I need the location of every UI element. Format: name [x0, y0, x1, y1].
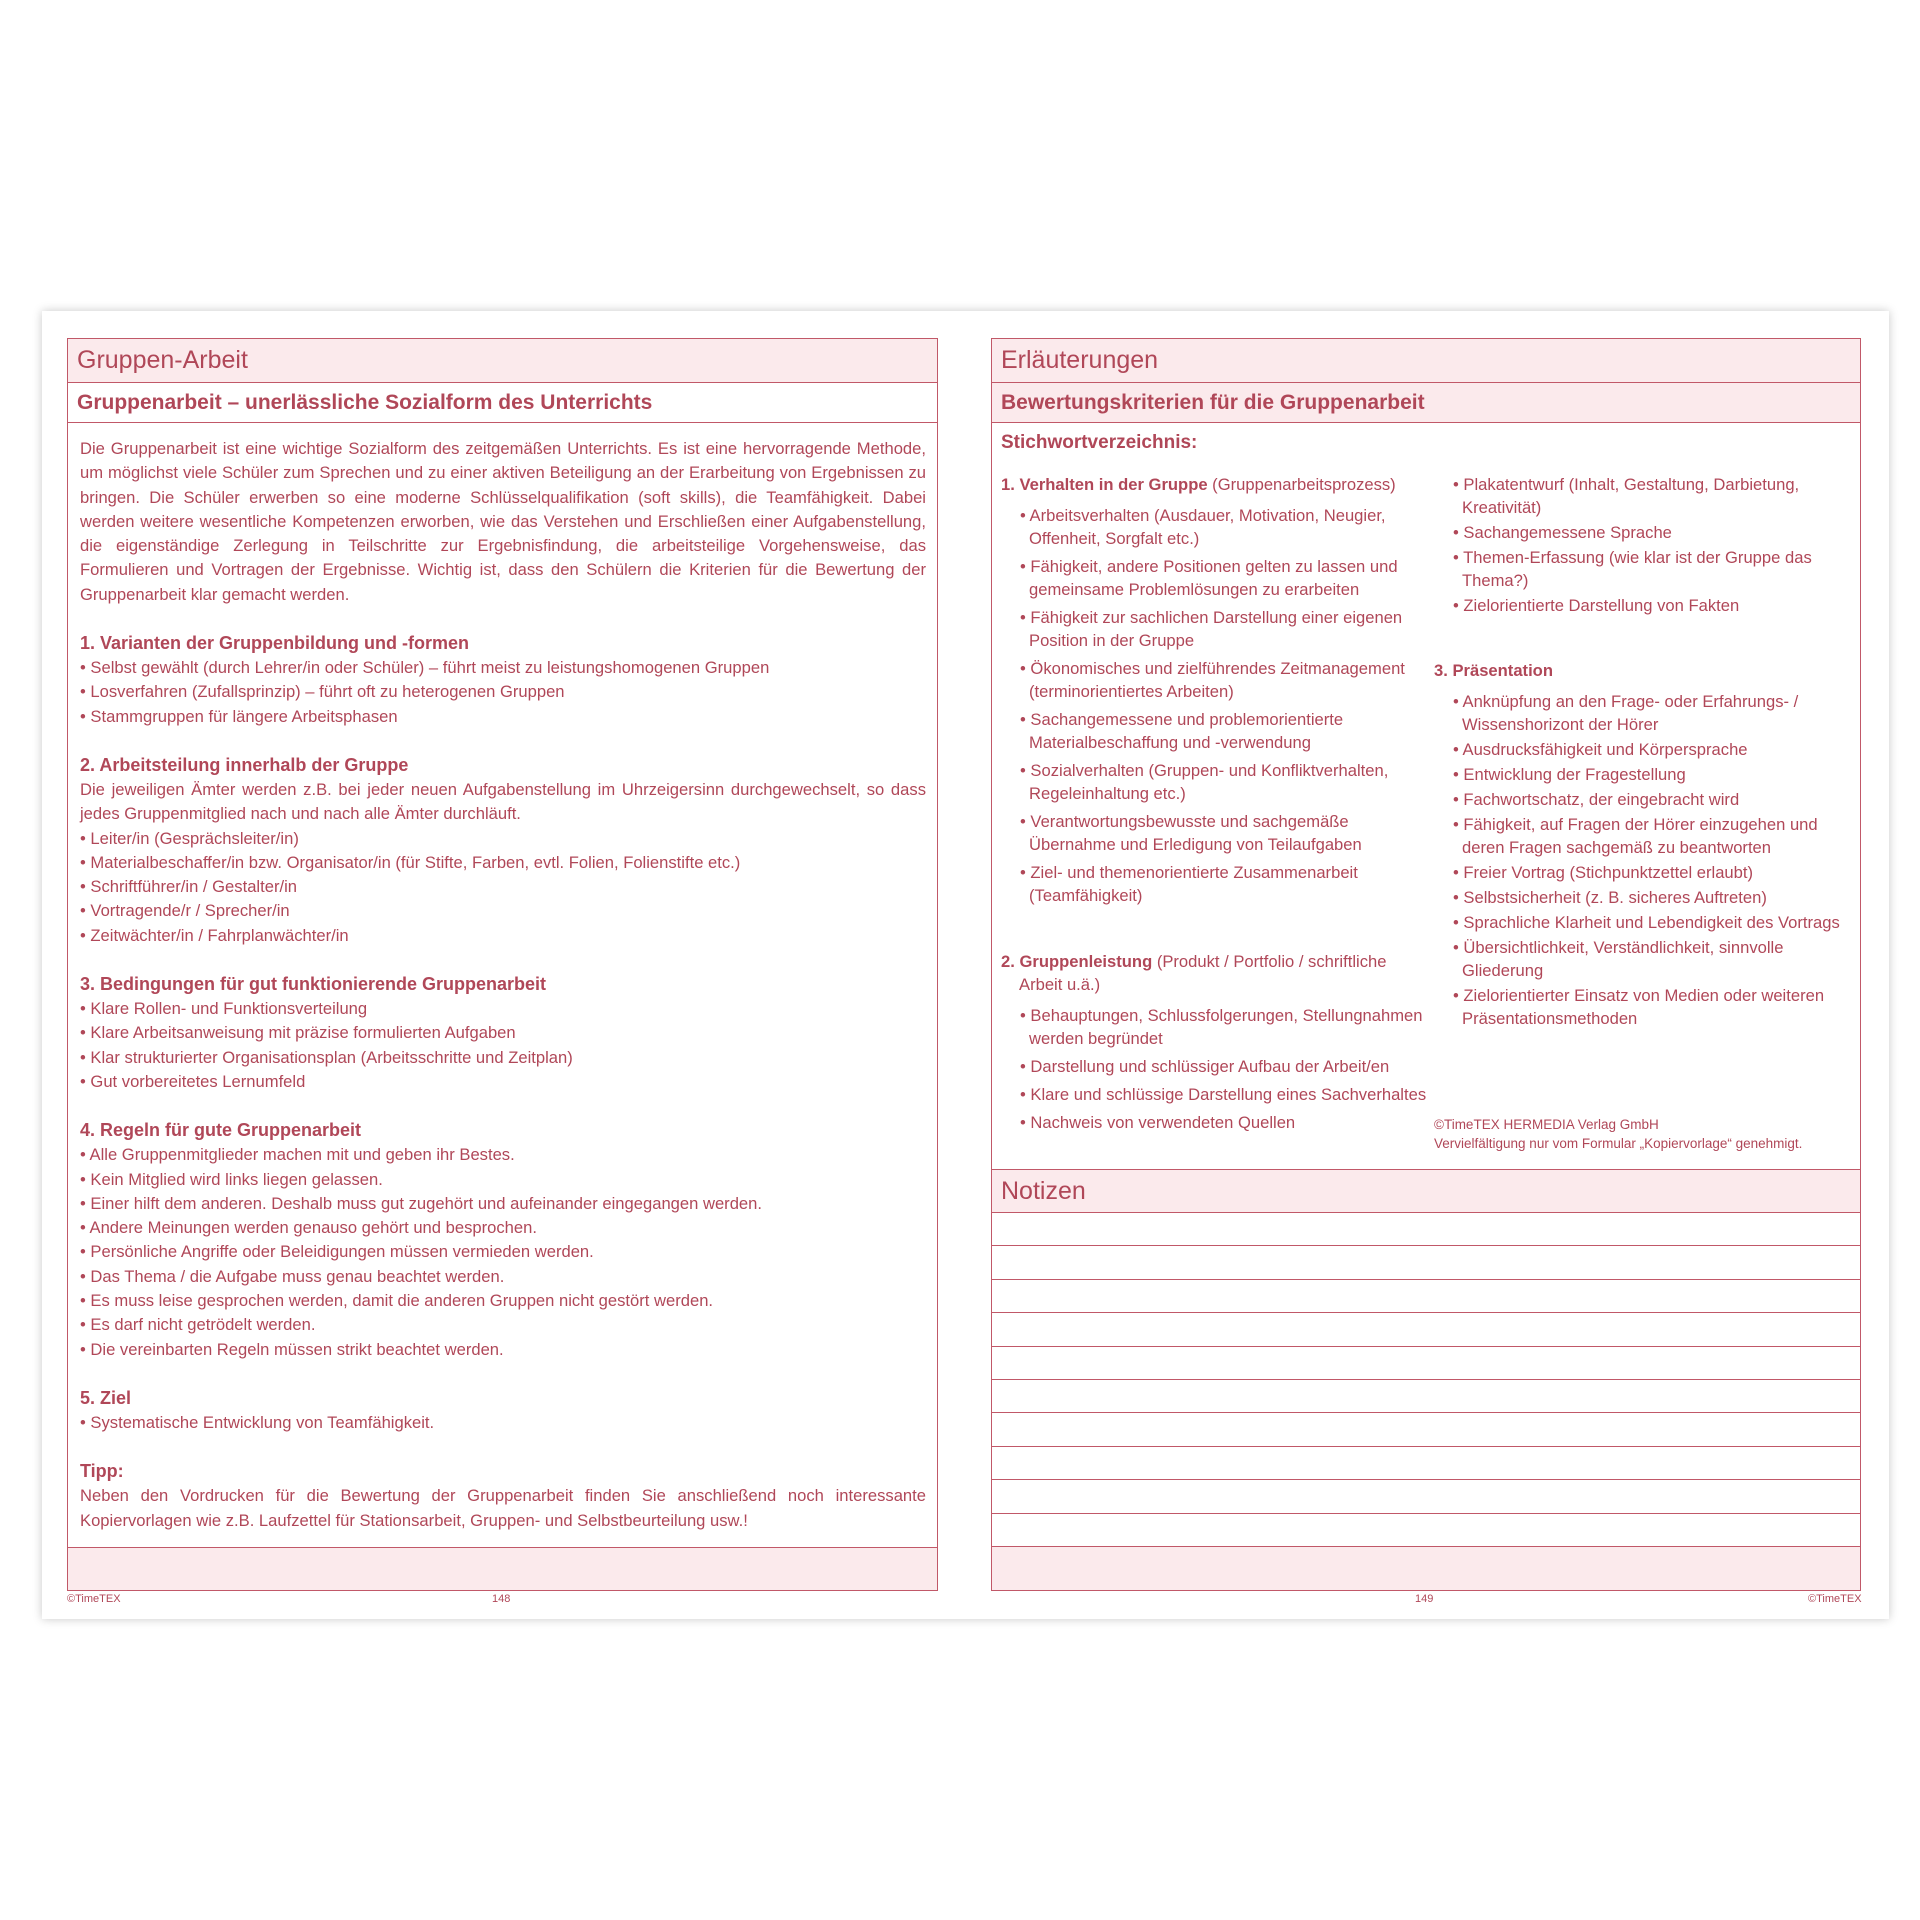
section-text: Die jeweiligen Ämter werden z.B. bei jeder neuen Aufgabenstellung im Uhrzeigersinn durchgewechselt, so dass jedes Gruppenmitglied nach und nach alle Ämter durchläuft.: [80, 779, 926, 824]
section-heading: 3. Bedingungen für gut funktionierende Gruppenarbeit: [80, 974, 547, 995]
list-item: • Anknüpfung an den Frage- oder Erfahrungs- / Wissenshorizont der Hörer: [1453, 692, 1799, 734]
right-footer-bar: [992, 1547, 1860, 1590]
right-page-title: Erläuterungen: [992, 339, 1860, 383]
book-spread: [42, 311, 1889, 1619]
tip-box: [80, 1459, 926, 1533]
section-heading: 4. Regeln für gute Gruppenarbeit: [80, 1120, 362, 1141]
list-item: • Übersichtlichkeit, Verständlichkeit, sinnvolle Gliederung: [1453, 938, 1784, 980]
left-footer-bar: [68, 1547, 937, 1590]
note-line: [992, 1514, 1860, 1547]
list-item: • Fachwortschatz, der eingebracht wird: [1453, 790, 1740, 809]
note-line: [992, 1413, 1860, 1446]
criteria-list-2: [1001, 1004, 1431, 1134]
list-item: • Sprachliche Klarheit und Lebendigkeit des Vortrags: [1453, 913, 1840, 932]
note-line: [992, 1347, 1860, 1380]
left-page-subtitle: Gruppenarbeit – unerlässliche Sozialform des Unterrichts: [68, 383, 937, 423]
list-item: • Einer hilft dem anderen. Deshalb muss gut zugehört und aufeinander eingegangen werden.: [80, 1193, 762, 1213]
footer-left-brand: ©TimeTEX: [67, 1593, 121, 1605]
note-line: [992, 1246, 1860, 1279]
list-item: • Es darf nicht getrödelt werden.: [80, 1315, 316, 1335]
page-number-left: 148: [492, 1593, 511, 1605]
criteria-heading-rest: (Gruppenarbeitsprozess): [1207, 475, 1396, 494]
left-page-title: Gruppen-Arbeit: [68, 339, 937, 383]
list-item: • Verantwortungsbewusste und sachgemäße Übernahme und Erledigung von Teilaufgaben: [1020, 812, 1362, 854]
note-line: [992, 1480, 1860, 1513]
list-item: • Selbstsicherheit (z. B. sicheres Auftreten): [1453, 888, 1767, 907]
list-item: • Ziel- und themenorientierte Zusammenarbeit (Teamfähigkeit): [1020, 863, 1358, 905]
criteria-heading-bold: 1. Verhalten in der Gruppe: [1001, 475, 1208, 494]
criteria-heading-3: [1434, 659, 1854, 682]
list-item: • Das Thema / die Aufgabe muss genau beachtet werden.: [80, 1266, 505, 1286]
notes-title: Notizen: [992, 1169, 1860, 1213]
list-item: • Zeitwächter/in / Fahrplanwächter/in: [80, 925, 349, 945]
page-number-right: 149: [1415, 1593, 1434, 1605]
list-item: • Arbeitsverhalten (Ausdauer, Motivation, Neugier, Offenheit, Sorgfalt etc.): [1020, 506, 1386, 548]
list-item: • Andere Meinungen werden genauso gehört und besprochen.: [80, 1218, 537, 1238]
intro-paragraph: Die Gruppenarbeit ist eine wichtige Sozialform des zeitgemäßen Unterrichts. Es ist eine hervorragende Methode, um möglichst viele Schüler zum Sprechen und zu einer aktiven Beteiligung an der Erarbeitung von Ergebnissen zu bringen. Die Schüler erwerben so eine moderne Schlüsselqualifikation (soft skills), die Teamfähigkeit. Dabei werden weitere wesentliche Kompetenzen erworben, wie das Verstehen und Erschließen einer Aufgabenstellung, die eigenständige Zerlegung in Teilschritte zur Ergebnisfindung, die arbeitsteilige Vorgehensweise, das Formulieren und Vortragen der Ergebnisse. Wichtig ist, dass den Schülern die Kriterien für die Bewertung der Gruppenarbeit klar gemacht werden.: [80, 439, 926, 604]
criteria-heading-2: [1001, 950, 1431, 996]
copyright-line: ©TimeTEX HERMEDIA Verlag GmbH: [1434, 1117, 1659, 1132]
tip-text: Neben den Vordrucken für die Bewertung der Gruppenarbeit finden Sie anschließend noch interessante Kopiervorlagen wie z.B. Laufzettel für Stationsarbeit, Gruppen- und Selbstbeurteilung usw.!: [80, 1486, 926, 1530]
list-item: • Es muss leise gesprochen werden, damit die anderen Gruppen nicht gestört werden.: [80, 1291, 714, 1311]
note-line: [992, 1313, 1860, 1346]
copyright-line: Vervielfältigung nur vom Formular „Kopiervorlage“ genehmigt.: [1434, 1136, 1803, 1151]
note-line: [992, 1280, 1860, 1313]
list-item: • Ökonomisches und zielführendes Zeitmanagement (terminorientiertes Arbeiten): [1020, 659, 1405, 701]
right-page: [991, 338, 1861, 1591]
list-item: • Sozialverhalten (Gruppen- und Konfliktverhalten, Regeleinhaltung etc.): [1020, 761, 1389, 803]
note-line: [992, 1447, 1860, 1480]
criteria-column-2: [1434, 473, 1854, 1032]
list-item: • Persönliche Angriffe oder Beleidigungen müssen vermieden werden.: [80, 1242, 594, 1262]
list-item: • Plakatentwurf (Inhalt, Gestaltung, Darbietung, Kreativität): [1453, 475, 1800, 517]
criteria-column-1: [1001, 473, 1431, 1139]
section-heading: 2. Arbeitsteilung innerhalb der Gruppe: [80, 754, 409, 775]
notes-lines: [992, 1213, 1860, 1590]
list-item: • Behauptungen, Schlussfolgerungen, Stellungnahmen werden begründet: [1020, 1006, 1423, 1048]
list-item: • Selbst gewählt (durch Lehrer/in oder Schüler) – führt meist zu leistungshomogenen Gruppen: [80, 658, 770, 678]
section-heading: 1. Varianten der Gruppenbildung und -formen: [80, 633, 470, 654]
section-heading: 5. Ziel: [80, 1387, 132, 1408]
criteria-list-2-cont: [1434, 473, 1854, 617]
list-item: • Kein Mitglied wird links liegen gelassen.: [80, 1169, 383, 1189]
list-item: • Leiter/in (Gesprächsleiter/in): [80, 828, 299, 848]
list-item: • Systematische Entwicklung von Teamfähigkeit.: [80, 1412, 435, 1432]
left-page: [67, 338, 938, 1591]
section-1: [80, 631, 926, 729]
list-item: • Sachangemessene und problemorientierte Materialbeschaffung und -verwendung: [1020, 710, 1344, 752]
list-item: • Nachweis von verwendeten Quellen: [1020, 1113, 1296, 1132]
list-item: • Gut vorbereitetes Lernumfeld: [80, 1071, 306, 1091]
list-item: • Materialbeschaffer/in bzw. Organisator/in (für Stifte, Farben, evtl. Folien, Folienstifte etc.): [80, 852, 741, 872]
list-item: • Schriftführer/in / Gestalter/in: [80, 877, 297, 897]
list-item: • Sachangemessene Sprache: [1453, 523, 1672, 542]
tip-heading: Tipp:: [80, 1461, 124, 1482]
right-page-subtitle: Bewertungskriterien für die Gruppenarbeit: [992, 383, 1860, 423]
section-2: [80, 753, 926, 948]
list-item: • Die vereinbarten Regeln müssen strikt beachtet werden.: [80, 1339, 504, 1359]
list-item: • Stammgruppen für längere Arbeitsphasen: [80, 706, 398, 726]
footer-right-brand: ©TimeTEX: [1808, 1593, 1862, 1605]
index-heading: Stichwortverzeichnis:: [1001, 432, 1198, 453]
note-line: [992, 1213, 1860, 1246]
left-page-body: [68, 423, 937, 1547]
list-item: • Entwicklung der Fragestellung: [1453, 765, 1686, 784]
list-item: • Vortragende/r / Sprecher/in: [80, 901, 290, 921]
list-item: • Zielorientierter Einsatz von Medien oder weiteren Präsentationsmethoden: [1453, 986, 1825, 1028]
criteria-heading-bold: 3. Präsentation: [1434, 661, 1553, 680]
section-4: [80, 1118, 926, 1362]
list-item: • Zielorientierte Darstellung von Fakten: [1453, 596, 1740, 615]
criteria-heading-rest: (Produkt / Portfolio / schriftliche Arbeit u.ä.): [1019, 952, 1387, 994]
list-item: • Darstellung und schlüssiger Aufbau der Arbeit/en: [1020, 1057, 1390, 1076]
list-item: • Ausdrucksfähigkeit und Körpersprache: [1453, 740, 1748, 759]
criteria-list-3: [1434, 690, 1854, 1030]
note-line: [992, 1380, 1860, 1413]
section-5: [80, 1386, 926, 1435]
list-item: • Klare und schlüssige Darstellung eines Sachverhaltes: [1020, 1085, 1427, 1104]
list-item: • Klare Arbeitsanweisung mit präzise formulierten Aufgaben: [80, 1023, 516, 1043]
list-item: • Klare Rollen- und Funktionsverteilung: [80, 999, 368, 1019]
list-item: • Fähigkeit, andere Positionen gelten zu lassen und gemeinsame Problemlösungen zu erarbeiten: [1020, 557, 1398, 599]
list-item: • Fähigkeit zur sachlichen Darstellung einer eigenen Position in der Gruppe: [1020, 608, 1403, 650]
list-item: • Freier Vortrag (Stichpunktzettel erlaubt): [1453, 863, 1754, 882]
criteria-list-1: [1001, 504, 1431, 907]
right-page-body: [992, 423, 1860, 1169]
criteria-heading-1: [1001, 473, 1431, 496]
list-item: • Fähigkeit, auf Fragen der Hörer einzugehen und deren Fragen sachgemäß zu beantworten: [1453, 815, 1818, 857]
list-item: • Themen-Erfassung (wie klar ist der Gruppe das Thema?): [1453, 548, 1812, 590]
list-item: • Alle Gruppenmitglieder machen mit und geben ihr Bestes.: [80, 1145, 515, 1165]
copyright-notice: [1434, 1115, 1802, 1153]
list-item: • Losverfahren (Zufallsprinzip) – führt oft zu heterogenen Gruppen: [80, 682, 565, 702]
section-3: [80, 972, 926, 1094]
list-item: • Klar strukturierter Organisationsplan (Arbeitsschritte und Zeitplan): [80, 1047, 573, 1067]
criteria-heading-bold: 2. Gruppenleistung: [1001, 952, 1153, 971]
